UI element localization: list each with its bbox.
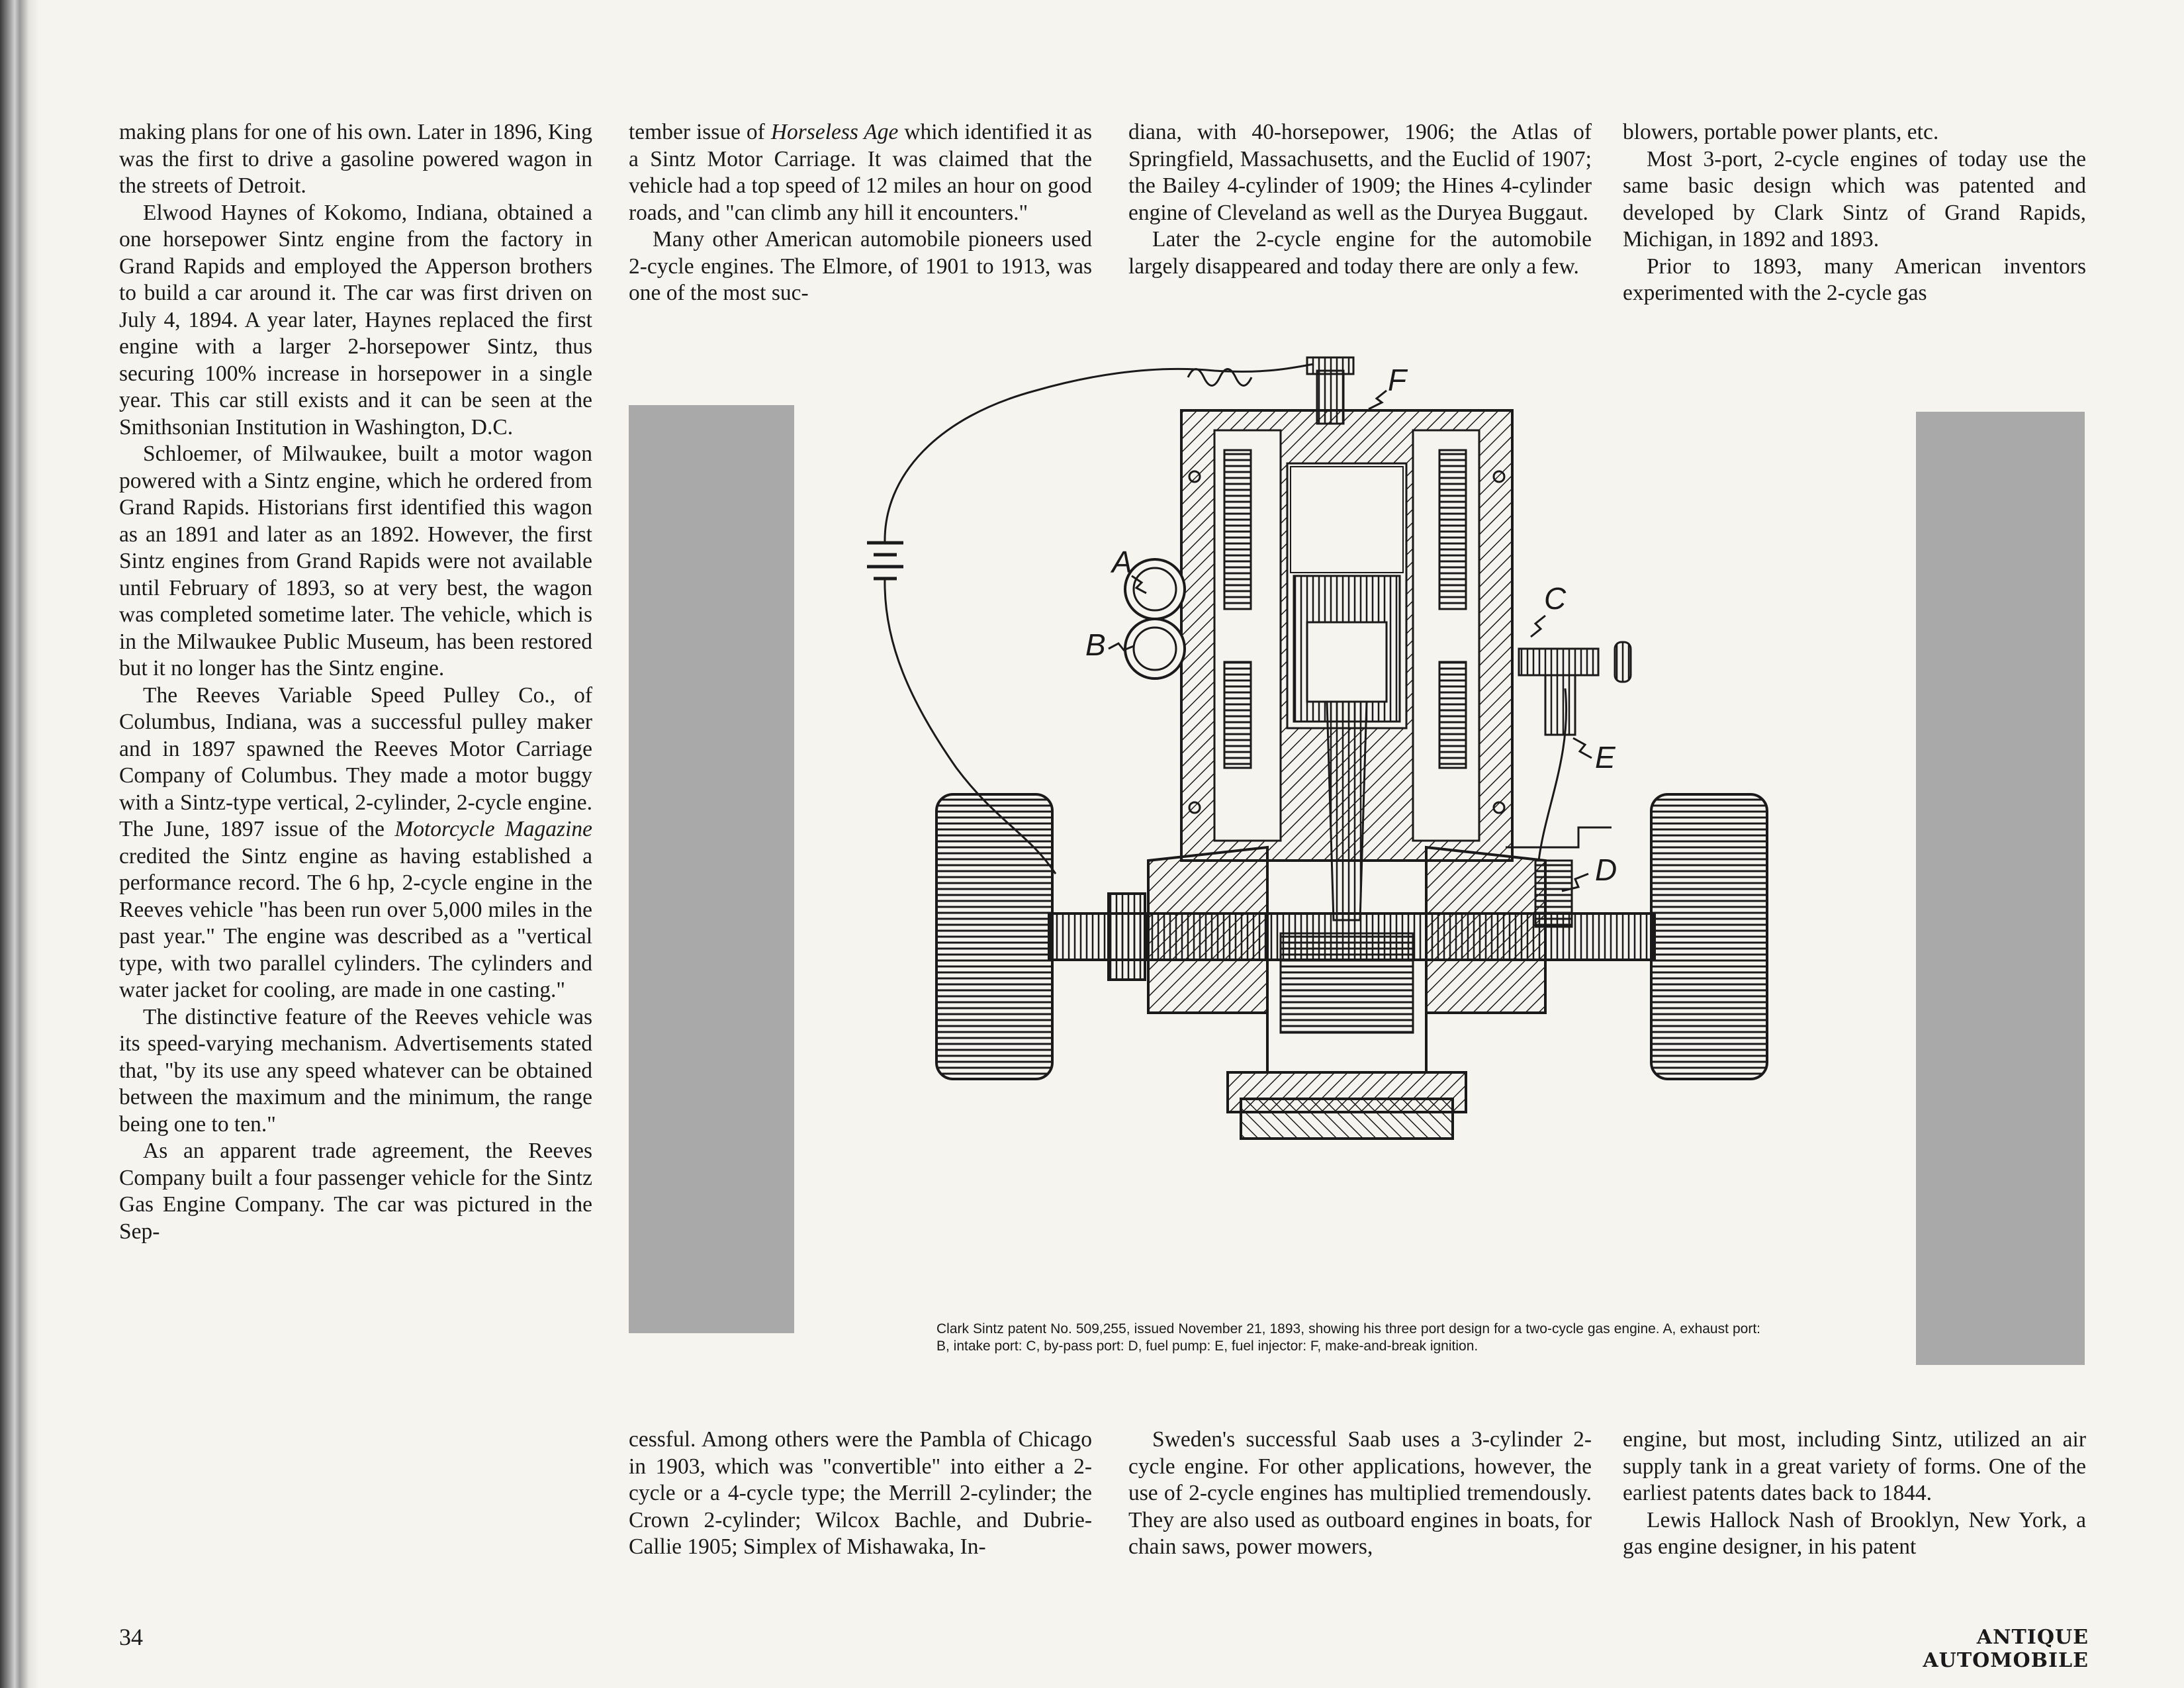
- paragraph: making plans for one of his own. Later in 1896, King was the first to drive a gasoline powered wagon in the streets of Detroit.: [119, 120, 592, 198]
- text-column-4-top: [1623, 119, 2086, 307]
- paragraph: Most 3-port, 2-cycle engines of today use the same basic design which was patented and developed by Clark Sintz of Grand Rapids, Michigan, in 1892 and 1893.: [1623, 146, 2086, 252]
- label-d: D: [1595, 853, 1617, 887]
- paragraph: Elwood Haynes of Kokomo, Indiana, obtained a one horsepower Sintz engine from the factory in Grand Rapids and employed the Apperson brothers to build a car around it. The car was first driven on July 4, 1894. A year later, Haynes replaced the first engine with a larger 2-horsepower Sintz, thus securing 100% increase in horsepower in a single year. This car still exists and it can be seen at the Smithsonian Institution in Washington, D.C.: [119, 200, 592, 440]
- paragraph: Prior to 1893, many American inventors experimented with the 2-cycle gas: [1623, 254, 2086, 305]
- paragraph: The distinctive feature of the Reeves vehicle was its speed-varying mechanism. Advertisements stated that, "by its use any speed whatever can be obtained between the maximum and the minimum, the range being one to ten.": [119, 1004, 592, 1137]
- fuel-injector-e: [1519, 642, 1631, 735]
- label-f: F: [1388, 363, 1407, 397]
- gray-panel-left: [629, 405, 794, 1333]
- paragraph: tember issue of Horseless Age which identified it as a Sintz Motor Carriage. It was claimed that the vehicle had a top speed of 12 miles an hour on good roads, and "can climb any hill it encounters.": [629, 120, 1093, 225]
- text-column-2-top: [629, 119, 1092, 307]
- paragraph: Many other American automobile pioneers used 2-cycle engines. The Elmore, of 1901 to 1913, was one of the most suc-: [629, 227, 1092, 305]
- text-column-3-top: [1128, 119, 1592, 280]
- label-e: E: [1595, 740, 1615, 774]
- battery: [867, 543, 903, 579]
- gray-panel-right: [1916, 412, 2085, 1365]
- paragraph: The Reeves Variable Speed Pulley Co., of Columbus, Indiana, was a successful pulley maker and in 1897 spawned the Reeves Motor Carriage Company of Columbus. They made a motor buggy with a Sintz-type vertical, 2-cylinder, 2-cycle engine. The June, 1897 issue of the Motorcycle Magazine credited the Sintz engine as having established a performance record. The 6 hp, 2-cycle engine in the Reeves vehicle "has been run over 5,000 miles in the past year." The engine was described as a "vertical type, with two parallel cylinders. The cylinders and water jacket for cooling, are made in one casting.": [119, 682, 593, 1002]
- page-number: 34: [119, 1624, 143, 1650]
- cylinder-block: [1181, 410, 1512, 920]
- label-a: A: [1112, 545, 1132, 579]
- paragraph: Schloemer, of Milwaukee, built a motor wagon powered with a Sintz engine, which he ordered from Grand Rapids. Historians first identified this wagon as an 1891 and later as an 1892. However, the first Sintz engines from Grand Rapids were not available until February of 1893, so at very best, the wagon was completed sometime later. The vehicle, which is in the Milwaukee Public Museum, has been restored but it no longer has the Sintz engine.: [119, 442, 592, 680]
- paragraph: diana, with 40-horsepower, 1906; the Atlas of Springfield, Massachusetts, and the Euclid of 1907; the Bailey 4-cylinder of 1909; the Hines 4-cylinder engine of Cleveland as well as the Duryea Buggaut.: [1128, 120, 1592, 225]
- engine-patent-drawing: [804, 344, 1770, 1244]
- magazine-title: Motorcycle Magazine: [394, 817, 593, 841]
- engine-diagram: [804, 344, 1770, 1244]
- flywheel-left: [936, 794, 1052, 1079]
- text-column-2-bottom: [629, 1427, 1092, 1561]
- text-column-4-bottom: [1623, 1427, 2086, 1561]
- paragraph: blowers, portable power plants, etc.: [1623, 120, 1939, 144]
- paragraph: As an apparent trade agreement, the Reeves Company built a four passenger vehicle for the Sintz Gas Engine Company. The car was pictured in the Sep-: [119, 1139, 592, 1244]
- port-a-exhaust: [1125, 559, 1185, 619]
- text-column-3-bottom: [1128, 1427, 1592, 1561]
- paragraph: Later the 2-cycle engine for the automobile largely disappeared and today there are only a few.: [1128, 227, 1592, 279]
- port-b-intake: [1125, 619, 1185, 679]
- book-binding: [0, 0, 40, 1688]
- paragraph: Lewis Hallock Nash of Brooklyn, New York, a gas engine designer, in his patent: [1623, 1507, 2086, 1559]
- magazine-title: Horseless Age: [770, 120, 899, 144]
- paragraph: cessful. Among others were the Pambla of Chicago in 1903, which was "convertible" into either a 2-cycle or a 4-cycle type; the Merrill 2-cylinder; the Crown 2-cylinder; Wilcox Bachle, and Dubrie-Callie 1905; Simplex of Mishawaka, In-: [629, 1427, 1092, 1559]
- figure-caption: Clark Sintz patent No. 509,255, issued November 21, 1893, showing his three port design for a two-cycle gas engine. A, exhaust port: B, intake port: C, by-pass port: D, fuel pump: E, fuel injector: F, make-and-break ignition.: [936, 1321, 1760, 1354]
- paragraph: engine, but most, including Sintz, utilized an air supply tank in a great variety of forms. One of the earliest patents dates back to 1844.: [1623, 1427, 2086, 1505]
- magazine-masthead: ANTIQUE AUTOMOBILE: [1923, 1626, 2089, 1672]
- text-column-1: [119, 119, 592, 1245]
- label-c: C: [1544, 581, 1567, 616]
- paragraph: Sweden's successful Saab uses a 3-cylinder 2-cycle engine. For other applications, however, the use of 2-cycle engines has multiplied tremendously. They are also used as outboard engines in boats, for chain saws, power mowers,: [1128, 1427, 1592, 1559]
- flywheel-right: [1651, 794, 1767, 1079]
- label-b: B: [1085, 628, 1106, 662]
